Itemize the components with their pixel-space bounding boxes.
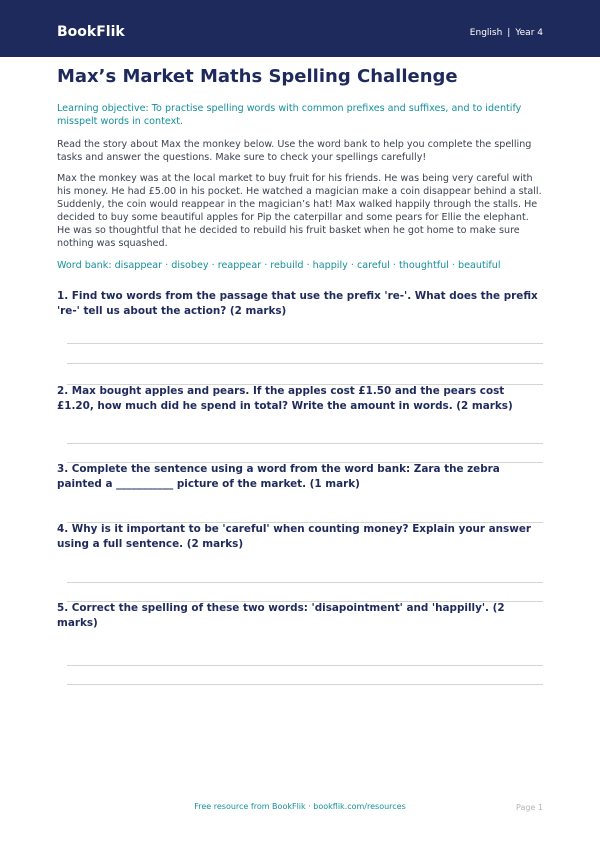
question-4: 4. Why is it important to be 'careful' when counting money? Explain your answer using a full sentence. (2 marks) — [57, 523, 531, 550]
answer-lines-4 — [67, 552, 543, 602]
answer-line[interactable] — [67, 665, 543, 666]
worksheet-content — [57, 66, 543, 685]
answer-line[interactable] — [67, 582, 543, 583]
footer-resource-link[interactable]: Free resource from BookFlik · bookflik.com/resources — [194, 802, 406, 811]
header-meta — [470, 27, 543, 39]
answer-lines-3 — [67, 492, 543, 523]
answer-line[interactable] — [67, 443, 543, 444]
meta-separator: | — [507, 28, 511, 38]
subject-label: English — [469, 28, 503, 38]
question-3: 3. Complete the sentence using a word from the word bank: Zara the zebra painted a ___________ picture of the market. (1 mark) — [57, 463, 500, 490]
word-bank: Word bank: disappear · disobey · reappear · rebuild · happily · careful · thoughtful · beautiful — [57, 260, 501, 271]
page-title: Max’s Market Maths Spelling Challenge — [57, 66, 458, 87]
year-label: Year 4 — [515, 28, 543, 38]
learning-objective: Learning objective: To practise spelling words with common prefixes and suffixes, and to identify misspelt words in context. — [57, 103, 522, 127]
answer-lines-5 — [67, 631, 543, 685]
answer-line[interactable] — [67, 684, 543, 685]
question-5: 5. Correct the spelling of these two words: 'disapointment' and 'happilly'. (2 marks) — [57, 602, 505, 629]
brand-logo[interactable]: BookFlik — [57, 24, 125, 40]
answer-line[interactable] — [67, 363, 543, 364]
answer-lines-1 — [67, 319, 543, 385]
question-1: 1. Find two words from the passage that use the prefix 're-'. What does the prefix 're-' tell us about the action? (2 marks) — [57, 290, 538, 317]
answer-line[interactable] — [67, 343, 543, 344]
story-passage: Max the monkey was at the local market to buy fruit for his friends. He was being very careful with his money. He had £5.00 in his pocket. He watched a magician make a coin disappear behind a stall. Suddenly, the coin would reappear in the magician’s hat! Max walked happily through the stalls. He decided to buy some beautiful apples for Pip the caterpillar and some pears for Ellie the elephant. He was so thoughtful that he decided to rebuild his fruit basket when he got home to make sure nothing was squashed. — [57, 173, 542, 249]
answer-lines-2 — [67, 414, 543, 463]
page-number: Page 1 — [516, 803, 543, 812]
instructions: Read the story about Max the monkey below. Use the word bank to help you complete the spelling tasks and answer the questions. Make sure to check your spellings carefully! — [57, 139, 532, 163]
question-2: 2. Max bought apples and pears. If the apples cost £1.50 and the pears cost £1.20, how much did he spend in total? Write the amount in words. (2 marks) — [57, 385, 513, 412]
header-bar — [0, 0, 600, 57]
